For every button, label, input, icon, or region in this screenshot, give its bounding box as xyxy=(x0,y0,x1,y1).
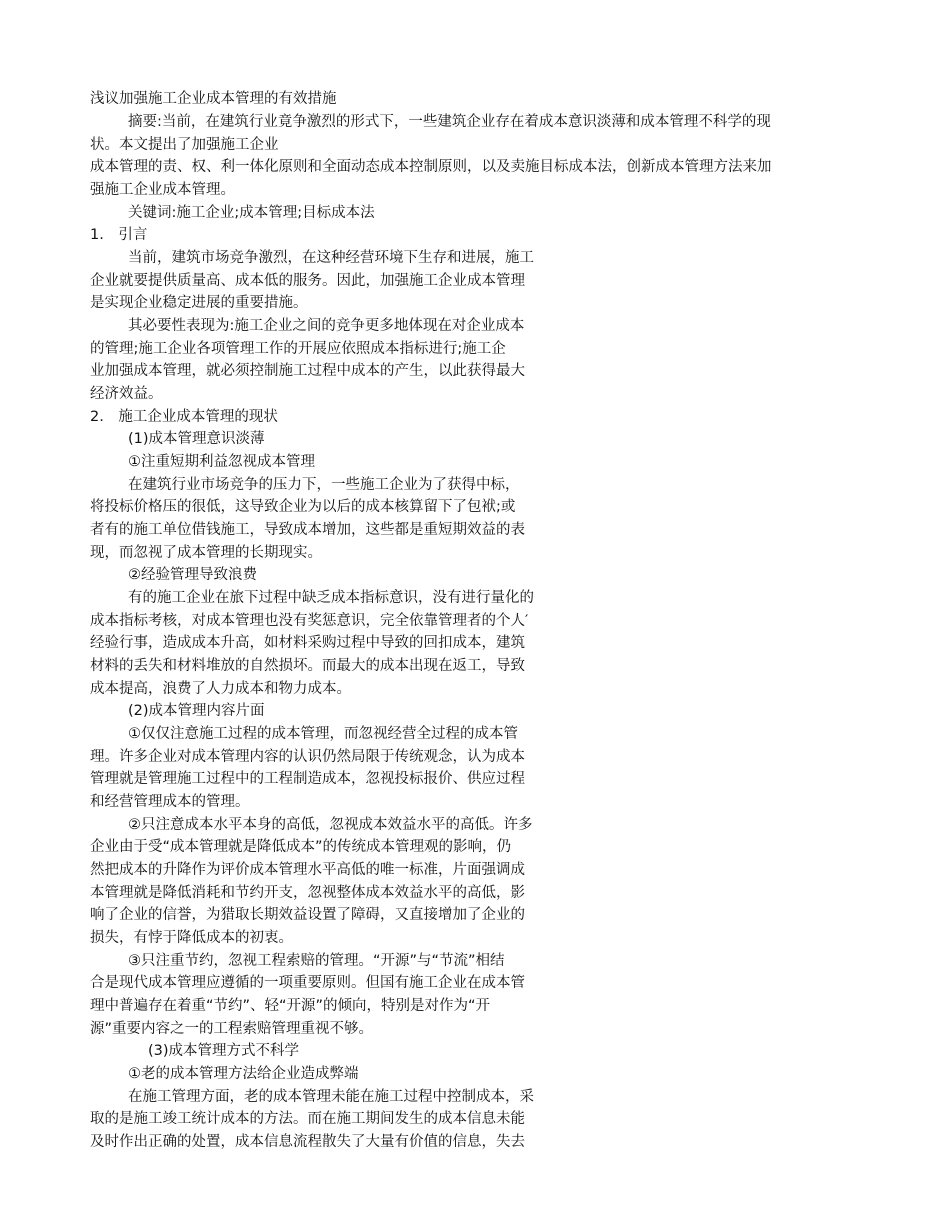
body-line: 当前，建筑市场竞争激烈，在这种经营环境下生存和进展，施工 xyxy=(128,250,534,266)
body-line: 响了企业的信誉，为猎取长期效益设置了障碍，又直接增加了企业的 xyxy=(90,907,525,923)
body-line: ③只注重节约，忽视工程索赔的管理。“开源”与“节流”相结 xyxy=(128,953,505,969)
body-line: 和经营管理成本的管理。 xyxy=(90,794,250,810)
section-heading: 1. 引言 xyxy=(90,227,148,243)
abstract-line: 强施工企业成本管理。 xyxy=(90,182,235,198)
point-heading: ②经验管理导致浪费 xyxy=(128,567,257,583)
keywords-line: 关键词:施工企业;成本管理;目标成本法 xyxy=(128,205,375,221)
body-line: 材料的丢失和材料堆放的自然损坏。而最大的成本出现在返工，导致 xyxy=(90,658,525,674)
body-line: 其必要性表现为:施工企业之间的竞争更多地体现在对企业成本 xyxy=(128,318,525,334)
subsection-heading: (3)成本管理方式不科学 xyxy=(148,1043,300,1059)
body-line: 然把成本的升降作为评价成本管理水平高低的唯一标准，片面强调成 xyxy=(90,862,525,878)
body-line: 源”重要内容之一的工程索赔管理重视不够。 xyxy=(90,1021,374,1037)
subsection-heading: (1)成本管理意识淡薄 xyxy=(128,431,265,447)
point-heading: ①老的成本管理方法给企业造成弊端 xyxy=(128,1066,359,1082)
body-line: 有的施工企业在旅下过程中缺乏成本指标意识，没有进行量化的 xyxy=(128,590,534,606)
body-line: 成本提高，浪费了人力成本和物力成本。 xyxy=(90,681,351,697)
body-line: 业加强成本管理，就必须控制施工过程中成本的产生，以此获得最大 xyxy=(90,363,525,379)
body-line: 者有的施工单位借钱施工，导致成本增加，这些都是重短期效益的表 xyxy=(90,522,525,538)
body-line: ①仅仅注意施工过程的成本管理，而忽视经营全过程的成本管 xyxy=(128,726,518,742)
abstract-line: 状。本文提出了加强施工企业 xyxy=(90,137,279,153)
body-line: 将投标价格压的很低，这导致企业为以后的成本核算留下了包袱;或 xyxy=(90,499,516,515)
body-line: 本管理就是降低消耗和节约开支，忽视整体成本效益水平的高低，影 xyxy=(90,885,525,901)
article-title: 浅议加强施工企业成本管理的有效措施 xyxy=(90,91,337,107)
point-heading: ①注重短期利益忽视成本管理 xyxy=(128,454,315,470)
abstract-line: 成本管理的责、权、利一体化原则和全面动态成本控制原则，以及卖施目标成本法，创新成本管理方法来加 xyxy=(90,159,772,175)
subsection-heading: (2)成本管理内容片面 xyxy=(128,703,265,719)
body-line: 及时作出正确的处置，成本信息流程散失了大量有价值的信息，失去 xyxy=(90,1134,525,1150)
body-line: 成本指标考核，对成本管理也没有奖惩意识，完全依靠管理者的个人′ xyxy=(90,613,529,629)
section-heading: 2. 施工企业成本管理的现状 xyxy=(90,409,278,425)
abstract-line: 摘要:当前，在建筑行业竟争激烈的形式下，一些建筑企业存在着成本意识淡薄和成本管理不科学的现 xyxy=(128,114,771,130)
body-line: 经济效益。 xyxy=(90,386,163,402)
body-line: 理。许多企业对成本管理内容的认识仍然局限于传统观念，认为成本 xyxy=(90,749,525,765)
body-line: 在施工管理方面，老的成本管理未能在施工过程中控制成本，采 xyxy=(128,1089,534,1105)
body-line: 在建筑行业市场竞争的压力下，一些施工企业为了获得中标， xyxy=(128,477,520,493)
body-line: 管理就是管理施工过程中的工程制造成本，忽视投标报价、供应过程 xyxy=(90,771,525,787)
body-line: 理中普遍存在着重“节约”、轻“开源”的倾向，特别是对作为“开 xyxy=(90,998,491,1014)
body-line: 企业就要提供质量高、成本低的服务。因此，加强施工企业成本管理 xyxy=(90,273,525,289)
body-line: 经验行事，造成成本升高，如材料采购过程中导致的回扣成本，建筑 xyxy=(90,635,525,651)
body-line: 损失，有悖于降低成本的初衷。 xyxy=(90,930,293,946)
body-line: 取的是施工竣工统计成本的方法。而在施工期间发生的成本信息未能 xyxy=(90,1111,525,1127)
body-line: 企业由于受“成本管理就是降低成本”的传统成本管理观的影响，仍 xyxy=(90,839,512,855)
body-line: 现，而忽视了成本管理的长期现实。 xyxy=(90,545,322,561)
body-line: 是实现企业稳定进展的重要措施。 xyxy=(90,295,308,311)
body-line: ②只注意成本水平本身的高低，忽视成本效益水平的高低。许多 xyxy=(128,817,533,833)
body-line: 的管理;施工企业各项管理工作的开展应依照成本指标进行;施工企 xyxy=(90,341,506,357)
body-line: 合是现代成本管理应遵循的一项重要原则。但国有施工企业在成本管 xyxy=(90,975,525,991)
